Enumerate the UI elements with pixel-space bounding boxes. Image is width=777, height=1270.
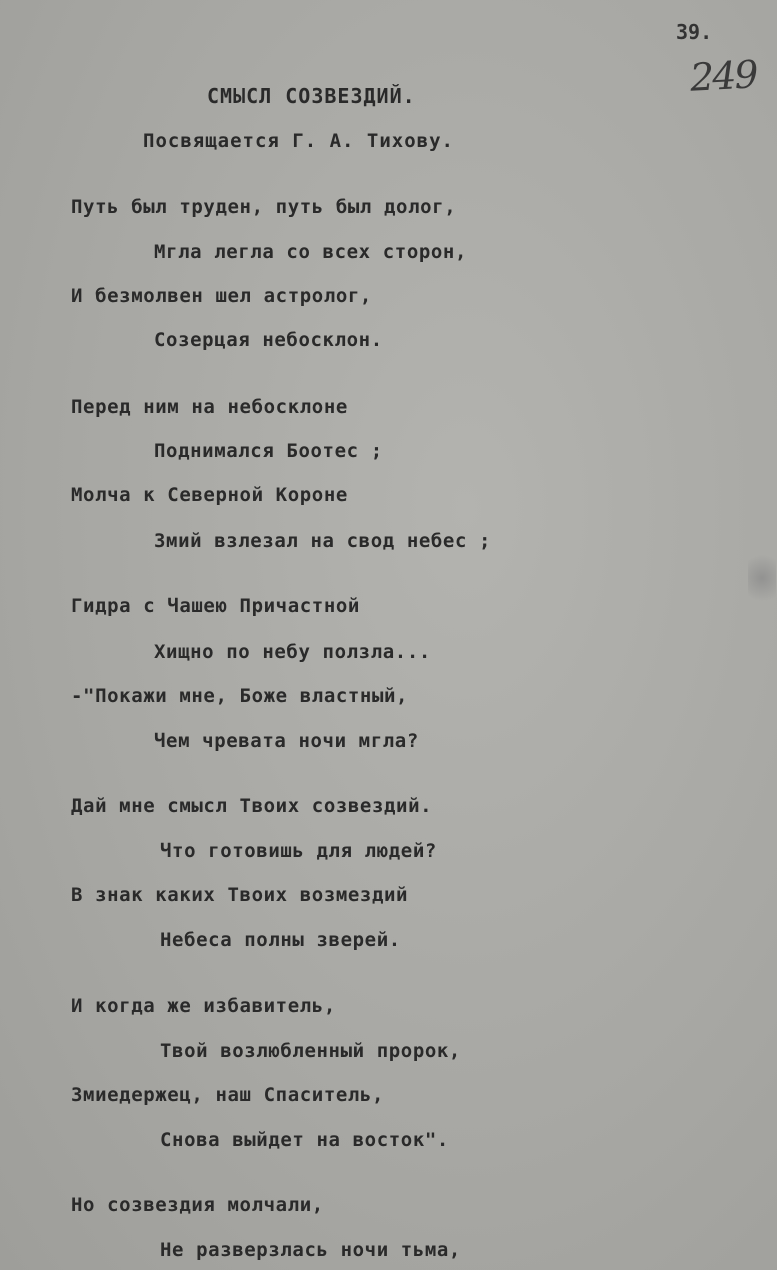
poem-line: Не разверзлась ночи тьма, [160,1239,461,1261]
poem-line: Снова выйдет на восток". [160,1129,449,1151]
poem-line: Мгла легла со всех сторон, [154,241,468,263]
page-number: 39. [676,20,713,44]
poem-line: Перед ним на небосклоне [71,396,348,418]
poem-line: Путь был труден, путь был долог, [71,196,457,218]
poem-line: Дай мне смысл Твоих созвездий. [71,795,433,817]
poem-line: Змиедержец, наш Спаситель, [71,1084,385,1106]
poem-title: СМЫСЛ СОЗВЕЗДИЙ. [207,84,416,108]
poem-line: -"Покажи мне, Боже властный, [71,685,409,707]
poem-line: Созерцая небосклон. [154,329,383,351]
poem-line: Хищно по небу ползла... [154,641,431,663]
poem-line: Гидра с Чашею Причастной [71,595,360,617]
poem-line: Но созвездия молчали, [71,1194,324,1216]
archive-number: 249 [688,52,758,100]
poem-line: И когда же избавитель, [71,995,336,1017]
poem-line: И безмолвен шел астролог, [71,285,372,307]
poem-dedication: Посвящается Г. А. Тихову. [143,130,454,152]
poem-line: Небеса полны зверей. [160,929,401,951]
poem-line: Чем чревата ночи мгла? [154,730,419,752]
poem-line: Молча к Северной Короне [71,484,348,506]
poem-line: В знак каких Твоих возмездий [71,884,409,906]
poem-line: Твой возлюбленный пророк, [160,1040,461,1062]
poem-line: Змий взлезал на свод небес ; [154,530,492,552]
paper-stain [748,548,776,608]
poem-line: Поднимался Боотес ; [154,440,383,462]
poem-line: Что готовишь для людей? [160,840,437,862]
